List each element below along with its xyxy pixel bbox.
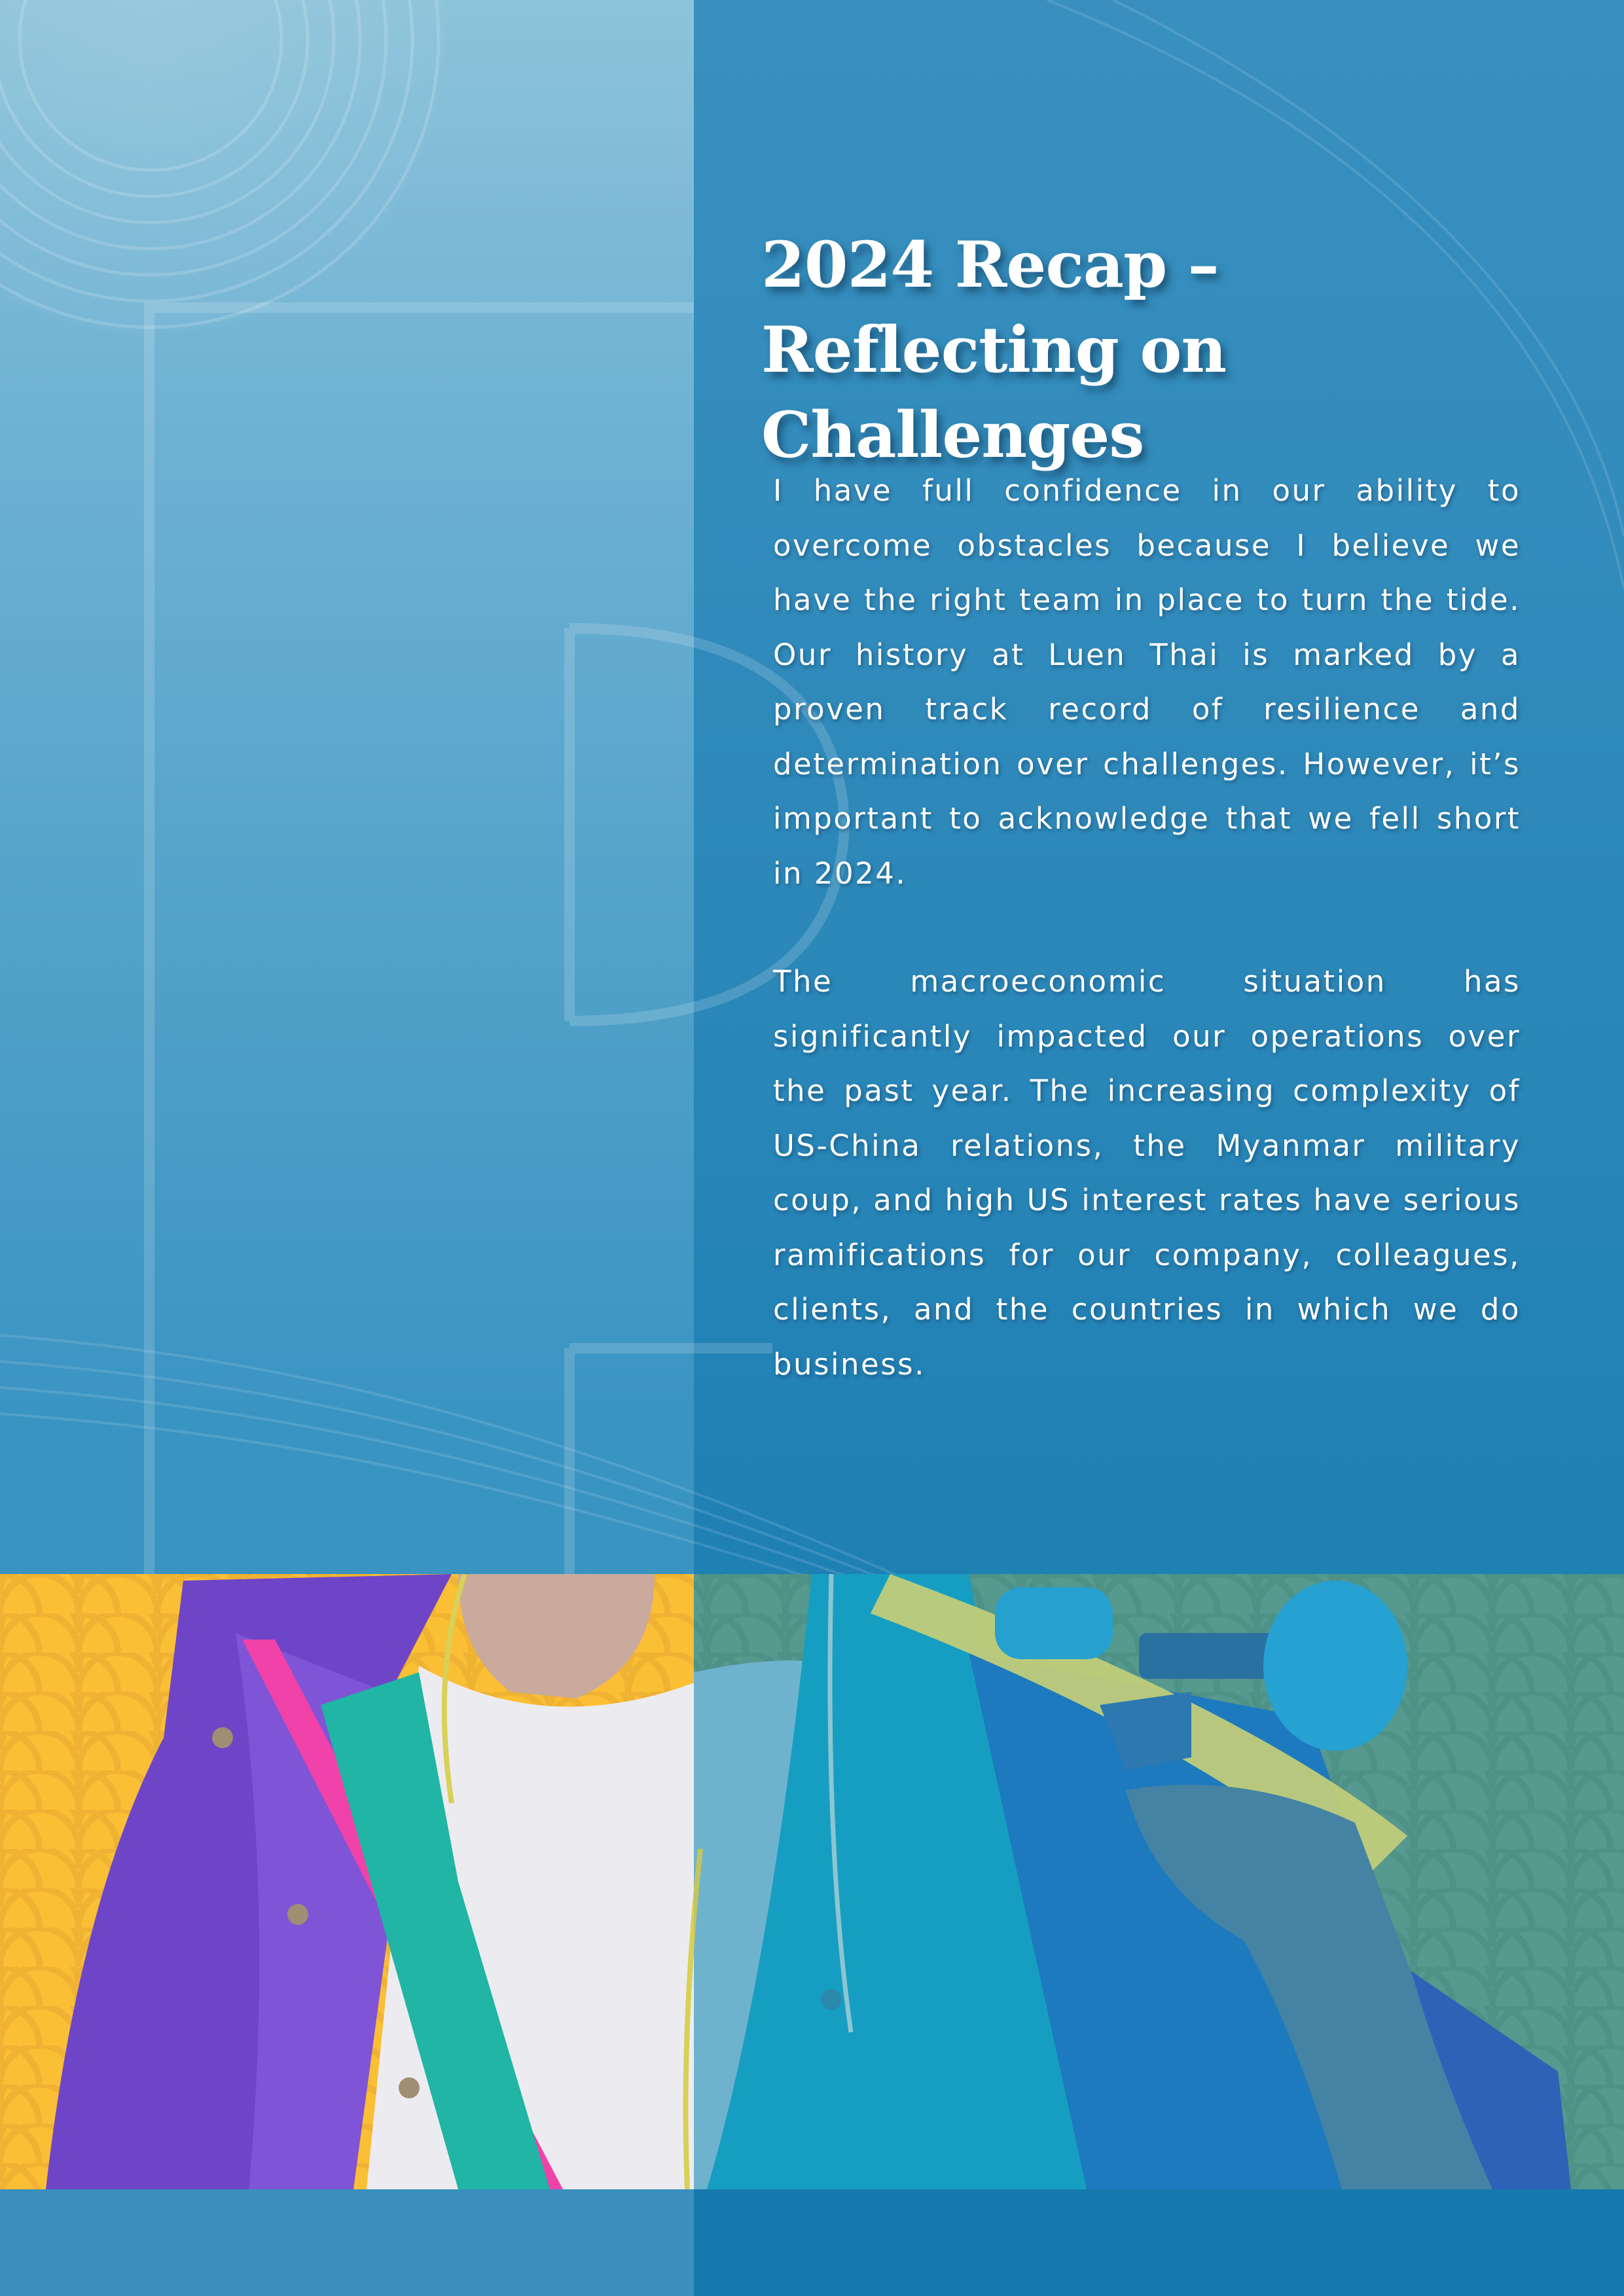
footer-band-right xyxy=(694,2189,1624,2296)
page-title: 2024 Recap – Reflecting on Challenges xyxy=(761,228,1227,472)
footer-band-left xyxy=(0,2189,694,2296)
body-paragraph-1: I have full confidence in our ability to overcome obstacles because I believe we have the right team in place to turn the tide. Our history at Luen Thai is marked by a proven track record of resilience and determination over challenges. However, it’s important to acknowledge that we fell short in 2024. xyxy=(773,473,1521,891)
body-paragraph-2: The macroeconomic situation has significantly impacted our operations over the past year. The increasing complexity of US-China relations, the Myanmar military coup, and high US interest rates have serious ramifications for our company, colleagues, clients, and the countries in which we do business. xyxy=(773,964,1521,1382)
hero-photo xyxy=(0,1574,1624,2189)
